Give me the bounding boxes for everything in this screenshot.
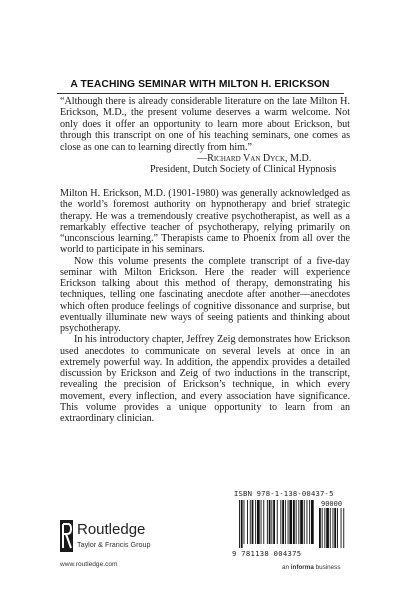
barcode-addon-bar [334,508,336,548]
informa-tagline [282,564,340,571]
barcode-bar [296,500,297,544]
barcode-bar [282,500,284,544]
barcode-bar [288,500,289,544]
publisher-website: www.routledge.com [60,561,118,568]
barcode-bar [304,500,305,544]
isbn-label: ISBN 978-1-138-00437-5 [234,489,334,498]
barcode-bar [298,500,299,544]
barcode-bar [277,500,278,544]
barcode-bar [280,500,281,544]
barcode-bar [300,500,303,544]
barcode-addon-bar [322,508,323,548]
barcode-addon-bar [337,508,338,548]
barcode-bar [269,500,271,544]
barcode-addon-bar [330,508,331,548]
barcode-bar [250,500,251,544]
barcode-bar [257,500,260,544]
informa-prefix: an [282,564,290,571]
barcode-bar [255,500,256,544]
barcode-bar [285,500,286,544]
barcode-addon-bar [341,508,342,548]
barcode-number: 9 781138 004375 [232,549,302,558]
page-title: A TEACHING SEMINAR WITH MILTON H. ERICKSON [70,79,330,90]
barcode-bar [241,500,243,548]
barcode-bar [252,500,254,544]
barcode-bar [263,500,264,544]
barcode-bar [247,500,248,544]
endorsement-quote [60,96,350,153]
description-paragraph-1: Milton H. Erickson, M.D. (1901-1980) was generally acknowledged as the world’s foremost authority on hypnotherapy and brief strategic therapy. He was a tremendously creative psychotherapist, as well as a remarkably effective teacher of psychotherapy, relying primarily on “unconscious learning.” Therapists came to Phoenix from all over the world to participate in his seminars. [60,188,350,256]
barcode-bar [309,500,310,544]
quote-text: “Although there is already considerable literature on the late Milton H. Erickson, M.D., the present volume deserves a warm welcome. Not only does it offer an opportunity to learn more about Erickson, but through this transcript on one of his teaching seminars, one comes as close as one can to learning directly from him.” [60,96,350,153]
barcode-bar [271,500,272,544]
description-paragraph-2: Now this volume presents the complete transcript of a five-day seminar with Milton Erickson. Here the reader will experience Erickson talking about this method of therapy, demonstrating his techniques, telling one fascinating anecdote after another—anecdotes which often produce feelings of cognitive dissonance and surprise, but eventually illuminate new ways of seeing patients and thinking about psychotherapy. [60,255,350,334]
informa-brand: informa [290,564,314,571]
barcode-bar [244,500,245,544]
description-paragraph-3: In his introductory chapter, Jeffrey Zeig demonstrates how Erickson used anecdotes to communicate on several levels at once in an extremely powerful way. In addition, the appendix provides a detailed discussion by Erickson and Zeig of two inductions in the transcript, revealing the precision of Erickson’s technique, in which every movement, every inflection, and every association have significance. This volume provides a unique opportunity to learn from an extraordinary clinician. [60,334,350,424]
barcode-bar [311,500,314,544]
publisher-group: Taylor & Francis Group [77,540,151,549]
barcode-bar [273,500,275,544]
publisher-logo [60,517,178,557]
publisher-name: Routledge [77,521,146,538]
quote-attribution-name: —Richard Van Dyck, M.D. [197,153,312,164]
routledge-r-logo-icon [60,520,73,552]
barcode-bar [239,500,240,548]
price-code: 90000 [321,500,343,508]
quote-attribution-title: President, Dutch Society of Clinical Hypnosis [150,164,337,175]
barcode-addon-bar [343,508,344,548]
barcode-addon-bar [319,508,321,548]
isbn-barcode [237,500,351,548]
title-divider [57,93,344,94]
barcode-addon-bar [324,508,325,548]
barcode-bar [261,500,262,544]
informa-suffix: business [315,564,341,571]
barcode-bar [289,500,292,544]
description-body [60,188,350,424]
barcode-bar [267,500,268,544]
barcode-bar [293,500,295,544]
barcode-addon-bar [326,508,329,548]
barcode-bar [307,500,308,544]
barcode-addon-bar [333,508,334,548]
